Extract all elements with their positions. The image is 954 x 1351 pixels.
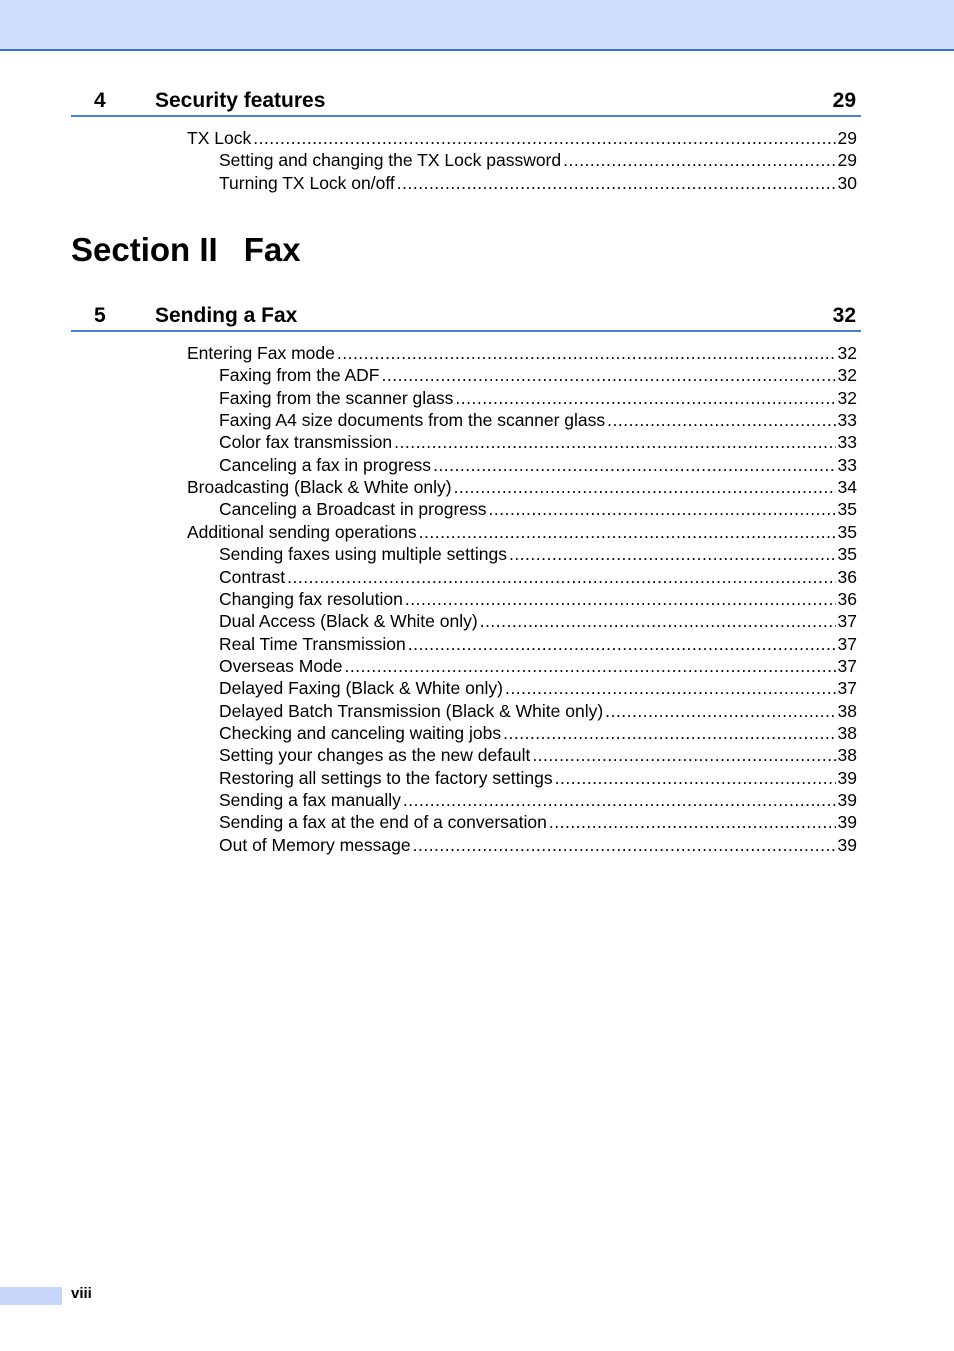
section-heading: [71, 231, 301, 269]
toc-entry-page: 35: [837, 544, 857, 565]
dot-leader: [549, 811, 836, 833]
toc-entry-page: 29: [837, 128, 857, 148]
dot-leader: [607, 409, 835, 431]
dot-leader: [455, 387, 835, 409]
toc-entry-page: 34: [837, 477, 857, 498]
toc-entry-title: TX Lock: [187, 128, 252, 148]
toc-entry[interactable]: [219, 834, 857, 856]
chapter-number: 5: [94, 304, 106, 327]
toc-entry-page: 36: [837, 588, 857, 609]
toc-entry-title: Contrast: [219, 566, 286, 587]
toc-entry[interactable]: [219, 655, 857, 677]
dot-leader: [480, 610, 836, 632]
toc-entry-title: Canceling a fax in progress: [219, 454, 432, 475]
toc-entry[interactable]: [219, 364, 857, 386]
dot-leader: [509, 543, 836, 565]
toc-entry-page: 38: [837, 722, 857, 743]
dot-leader: [394, 431, 835, 453]
toc-entry-page: 39: [837, 790, 857, 810]
toc-entry-title: Overseas Mode: [219, 655, 343, 676]
toc-entry-title: Out of Memory message: [219, 834, 411, 855]
toc-entry[interactable]: [187, 342, 857, 364]
header-band: [0, 0, 954, 51]
toc-entry-page: 37: [837, 611, 857, 632]
toc-entry[interactable]: [219, 454, 857, 476]
toc-entry-title: Real Time Transmission: [219, 633, 406, 654]
dot-leader: [419, 521, 836, 543]
toc-entry-page: 33: [837, 410, 857, 431]
toc-entry[interactable]: [219, 722, 857, 744]
chapter-page: 29: [832, 89, 856, 112]
dot-leader: [433, 454, 835, 476]
toc-entry-title: Turning TX Lock on/off: [219, 172, 395, 193]
toc-entry-page: 30: [837, 172, 857, 193]
toc-entry[interactable]: [187, 521, 857, 543]
toc-entry-title: Color fax transmission: [219, 432, 393, 453]
toc-entry-page: 29: [837, 150, 857, 171]
dot-leader: [397, 172, 836, 194]
chapter-number: 4: [94, 89, 106, 112]
dot-leader: [489, 498, 836, 520]
section-name: Fax: [243, 231, 301, 268]
toc-entry[interactable]: [219, 409, 857, 431]
toc-entry-title: Setting your changes as the new default: [219, 745, 531, 766]
toc-entry-title: Entering Fax mode: [187, 343, 335, 363]
toc-entry[interactable]: [219, 498, 857, 520]
toc-entry-page: 32: [837, 343, 857, 363]
toc-entry-title: Faxing A4 size documents from the scanner glass: [219, 410, 606, 431]
chapter-title: Security features: [155, 89, 326, 112]
chapter-page: 32: [832, 304, 856, 327]
dot-leader: [503, 722, 835, 744]
toc-entry-title: Broadcasting (Black & White only): [187, 477, 452, 498]
toc-entry-page: 36: [837, 566, 857, 587]
toc-entry[interactable]: [219, 744, 857, 766]
dot-leader: [454, 476, 836, 498]
toc-entry-title: Sending faxes using multiple settings: [219, 544, 507, 565]
toc-entry-title: Delayed Faxing (Black & White only): [219, 678, 503, 699]
toc-entry-page: 35: [837, 521, 857, 542]
toc-entry[interactable]: [219, 588, 857, 610]
dot-leader: [253, 127, 835, 149]
footer-band: [0, 1287, 62, 1305]
toc-entry-page: 39: [837, 812, 857, 833]
toc-entry-page: 33: [837, 454, 857, 475]
dot-leader: [405, 588, 836, 610]
toc-entry-title: Additional sending operations: [187, 521, 417, 542]
toc-entry[interactable]: [219, 811, 857, 833]
toc-entry[interactable]: [219, 566, 857, 588]
toc-entry-page: 32: [837, 387, 857, 408]
toc-entry-title: Sending a fax manually: [219, 790, 401, 810]
toc-entry-title: Canceling a Broadcast in progress: [219, 499, 487, 520]
toc-entry-page: 38: [837, 745, 857, 766]
toc-entry-title: Restoring all settings to the factory settings: [219, 767, 553, 788]
toc-entry-title: Changing fax resolution: [219, 588, 403, 609]
chapter-4-heading: [71, 91, 861, 117]
toc-entry-title: Dual Access (Black & White only): [219, 611, 478, 632]
toc-entry-page: 37: [837, 678, 857, 699]
toc-entry[interactable]: [219, 610, 857, 632]
dot-leader: [555, 767, 836, 789]
toc-entry-title: Setting and changing the TX Lock password: [219, 150, 562, 171]
toc-entry[interactable]: [219, 172, 857, 194]
toc-entry[interactable]: [219, 767, 857, 789]
dot-leader: [337, 342, 836, 364]
toc-entry-page: 38: [837, 700, 857, 721]
page-number: viii: [71, 1285, 92, 1302]
toc-entry-page: 37: [837, 633, 857, 654]
chapter-5-heading: [71, 306, 861, 332]
toc-entry[interactable]: [219, 543, 857, 565]
toc-entry-page: 35: [837, 499, 857, 520]
toc-entry-page: 33: [837, 432, 857, 453]
toc-entry[interactable]: [219, 789, 857, 811]
toc-entry-page: 39: [837, 834, 857, 855]
toc-entry[interactable]: [219, 149, 857, 171]
dot-leader: [345, 655, 836, 677]
toc-entry[interactable]: [187, 127, 857, 149]
dot-leader: [605, 700, 835, 722]
toc-entry[interactable]: [219, 431, 857, 453]
section-label: Section II: [71, 231, 218, 268]
toc-entry-page: 32: [837, 365, 857, 386]
toc-entry-title: Delayed Batch Transmission (Black & White only): [219, 700, 604, 721]
toc-entry-title: Faxing from the scanner glass: [219, 387, 454, 408]
toc-entry[interactable]: [187, 476, 857, 498]
dot-leader: [563, 149, 835, 171]
toc-entry-title: Sending a fax at the end of a conversation: [219, 812, 547, 833]
toc-entry-page: 37: [837, 655, 857, 676]
dot-leader: [287, 566, 835, 588]
dot-leader: [403, 789, 836, 811]
dot-leader: [413, 834, 836, 856]
toc-entry-title: Checking and canceling waiting jobs: [219, 722, 502, 743]
dot-leader: [532, 744, 835, 766]
toc-entry-title: Faxing from the ADF: [219, 365, 380, 386]
toc-entry[interactable]: [219, 633, 857, 655]
toc-entry[interactable]: [219, 677, 857, 699]
dot-leader: [505, 677, 836, 699]
toc-entry-page: 39: [837, 767, 857, 788]
dot-leader: [381, 364, 835, 386]
toc-entry[interactable]: [219, 387, 857, 409]
chapter-title: Sending a Fax: [155, 304, 298, 327]
toc-entry[interactable]: [219, 700, 857, 722]
dot-leader: [408, 633, 836, 655]
